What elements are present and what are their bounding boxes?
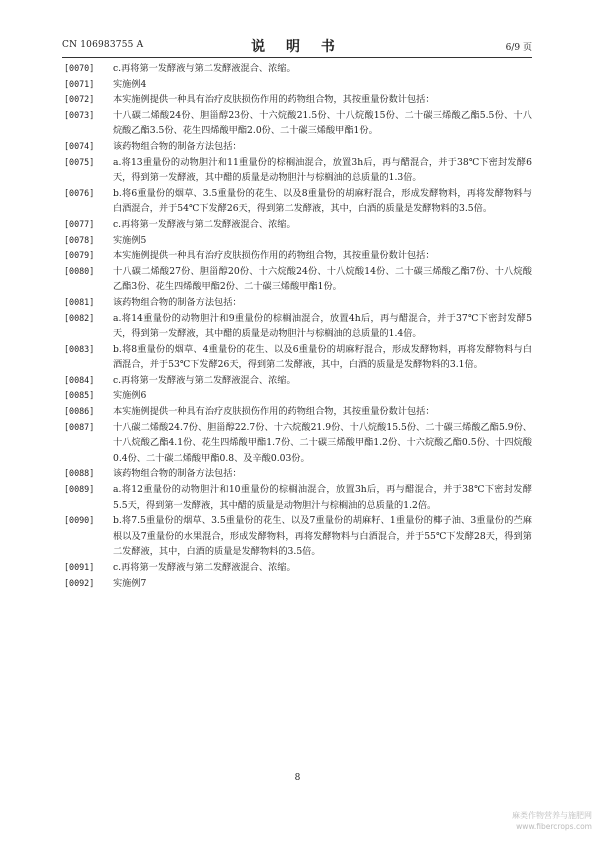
paragraph-number: [0078]	[64, 234, 95, 245]
paragraph-number: [0071]	[64, 78, 95, 89]
paragraph-number: [0085]	[64, 390, 95, 401]
paragraph-text: 本实施例提供一种具有治疗皮肤损伤作用的药物组合物，其按重量份数计包括：	[113, 406, 435, 418]
paragraph-text: c.再将第一发酵液与第二发酵液混合、浓缩。	[113, 374, 296, 386]
paragraph	[64, 248, 532, 264]
paragraph-text: 实施例6	[113, 390, 147, 402]
paragraph-text: 该药物组合物的制备方法包括：	[113, 468, 242, 480]
page-number: 8	[294, 773, 301, 783]
watermark-url: www.fibercrops.com	[516, 822, 592, 831]
paragraph-text: 十八碳二烯酸24份、胆甾醇23份、十六烷酸21.5份、十八烷酸15份、二十碳三烯酸乙酯5.5份、十八烷酸乙酯3.5份、花生四烯酸甲酯2.0份、二十碳三烯酸甲酯1份。	[113, 109, 532, 137]
paragraph-number: [0088]	[64, 468, 95, 479]
paragraph-number: [0091]	[64, 562, 95, 572]
paragraph-text: a.将12重量份的动物胆汁和10重量份的棕榈油混合，放置3h后，再与醋混合，并于38℃下密封发酵5.5天，得到第一发酵液，其中醋的质量是动物胆汁与棕榈油的总质量的1.2倍。	[113, 484, 532, 511]
paragraph	[64, 217, 532, 233]
header-divider	[62, 57, 532, 58]
paragraph-number: [0089]	[64, 484, 95, 495]
paragraph	[64, 482, 532, 513]
paragraph-text: c.再将第一发酵液与第二发酵液混合、浓缩。	[113, 562, 296, 573]
paragraph	[64, 388, 532, 404]
paragraph-text: 本实施例提供一种具有治疗皮肤损伤作用的药物组合物，其按重量份数计包括：	[113, 94, 435, 106]
paragraph	[64, 466, 532, 482]
paragraph-number: [0076]	[64, 187, 95, 198]
paragraph-text: 十八碳二烯酸24.7份、胆甾醇22.7份、十六烷酸21.9份、十八烷酸15.5份、二十碳三烯酸乙酯5.9份、十八烷酸乙酯4.1份、花生四烯酸甲酯1.7份、二十碳三烯酸甲酯1.2份、十六烷酸乙酯0.5份、十四烷酸0.4份、二十碳二烯酸甲酯0.8、及辛酸0.03份。	[113, 421, 532, 464]
paragraph-text: 十八碳二烯酸27份、胆甾醇20份、十六烷酸24份、十八烷酸14份、二十碳三烯酸乙酯7份、十八烷酸乙酯3份、花生四烯酸甲酯2份、二十碳三烯酸甲酯1份。	[113, 265, 532, 293]
paragraph-text: 该药物组合物的制备方法包括：	[113, 140, 242, 152]
paragraph-number: [0084]	[64, 374, 95, 385]
paragraph-text: c.再将第一发酵液与第二发酵液混合、浓缩。	[113, 63, 296, 74]
paragraph	[64, 513, 532, 560]
paragraph-text: a.将13重量份的动物胆汁和11重量份的棕榈油混合，放置3h后，再与醋混合，并于38℃下密封发酵6天，得到第一发酵液，其中醋的质量是动物胆汁与棕榈油的总质量的1.3倍。	[113, 156, 532, 184]
paragraph-number: [0083]	[64, 343, 95, 354]
paragraph-number: [0073]	[64, 109, 95, 120]
paragraph-text: 该药物组合物的制备方法包括：	[113, 296, 242, 308]
paragraph-text: 本实施例提供一种具有治疗皮肤损伤作用的药物组合物，其按重量份数计包括：	[113, 250, 435, 262]
paragraph-number: [0086]	[64, 406, 95, 417]
paragraph	[64, 77, 532, 93]
document-title: 说 明 书	[251, 39, 343, 55]
paragraph	[64, 233, 532, 249]
paragraph-number: [0080]	[64, 265, 95, 276]
paragraph	[64, 373, 532, 389]
paragraph-number: [0070]	[64, 63, 95, 73]
paragraph	[64, 311, 532, 342]
paragraph-text: 实施例4	[113, 78, 147, 90]
paragraph-text: c.再将第一发酵液与第二发酵液混合、浓缩。	[113, 218, 296, 230]
patent-number: CN 106983755 A	[62, 40, 144, 50]
watermark	[468, 810, 592, 832]
paragraph-text: b.将7.5重量份的烟草、3.5重量份的花生、以及7重量份的胡麻籽、1重量份的椰子油、3重量份的苎麻根以及7重量份的水果混合，形成发酵物料，再将发酵物料与白酒混合，并于55℃下发酵28天，得到第二发酵液，其中，白酒的质量是发酵物料的3.5倍。	[113, 515, 532, 558]
paragraph-number: [0075]	[64, 156, 95, 167]
document-body	[64, 61, 532, 591]
paragraph	[64, 420, 532, 467]
paragraph-text: b.将8重量份的烟草、4重量份的花生、以及6重量份的胡麻籽混合，形成发酵物料，再将发酵物料与白酒混合，并于53℃下发酵26天，得到第二发酵液，其中，白酒的质量是发酵物料的3.1倍。	[113, 343, 532, 371]
paragraph-number: [0077]	[64, 218, 95, 229]
page-header	[62, 38, 532, 54]
page-info: 6/9 页	[505, 43, 532, 53]
paragraph-number: [0074]	[64, 140, 95, 151]
paragraph-text: 实施例7	[113, 577, 147, 589]
paragraph-number: [0081]	[64, 296, 95, 307]
paragraph-text: 实施例5	[113, 234, 147, 246]
paragraph	[64, 139, 532, 155]
paragraph-number: [0087]	[64, 421, 95, 432]
paragraph	[64, 155, 532, 186]
paragraph-number: [0082]	[64, 312, 95, 323]
paragraph	[64, 92, 532, 108]
paragraph-number: [0072]	[64, 94, 95, 105]
paragraph-number: [0090]	[64, 515, 95, 526]
paragraph-number: [0079]	[64, 250, 95, 261]
paragraph	[64, 342, 532, 373]
paragraph	[64, 264, 532, 295]
paragraph	[64, 576, 532, 592]
paragraph	[64, 186, 532, 217]
paragraph-text: a.将14重量份的动物胆汁和9重量份的棕榈油混合，放置4h后，再与醋混合，并于37℃下密封发酵5天，得到第一发酵液，其中醋的质量是动物胆汁与棕榈油的总质量的1.4倍。	[113, 312, 532, 340]
paragraph-number: [0092]	[64, 577, 95, 588]
paragraph-text: b.将6重量份的烟草、3.5重量份的花生、以及8重量份的胡麻籽混合，形成发酵物料，再将发酵物料与白酒混合，并于54℃下发酵26天，得到第二发酵液，其中，白酒的质量是发酵物料的3.5倍。	[113, 187, 532, 215]
paragraph	[64, 560, 532, 576]
paragraph	[64, 404, 532, 420]
paragraph	[64, 61, 532, 77]
paragraph	[64, 295, 532, 311]
watermark-site-name: 麻类作物营养与施肥网	[512, 811, 592, 820]
paragraph	[64, 108, 532, 139]
